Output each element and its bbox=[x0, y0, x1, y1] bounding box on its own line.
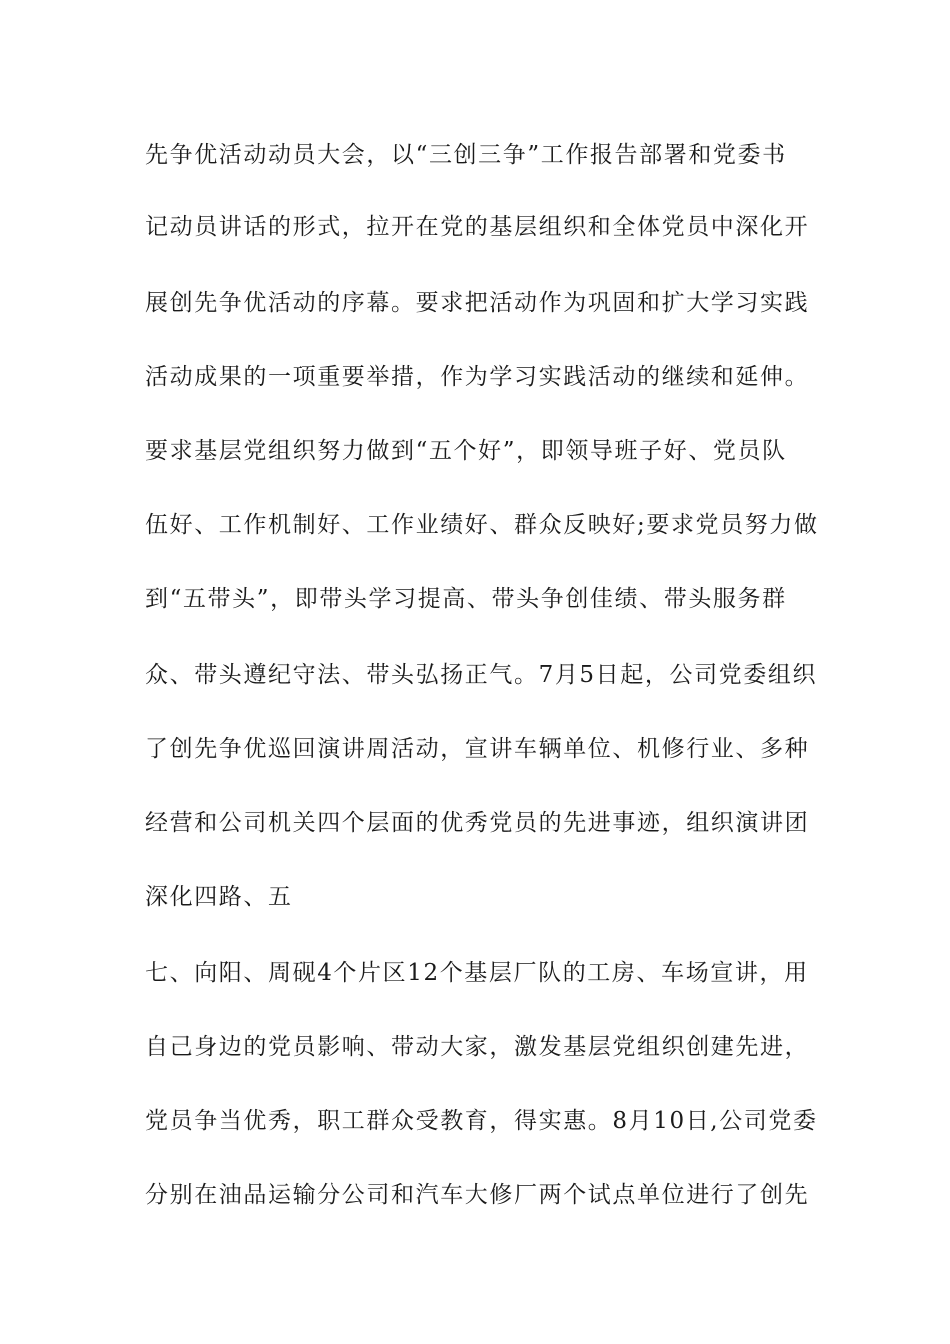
body-text-line: 党员争当优秀，职工群众受教育，得实惠。8月10日,公司党委 bbox=[145, 1108, 818, 1134]
body-text-line: 展创先争优活动的序幕。要求把活动作为巩固和扩大学习实践 bbox=[145, 290, 810, 316]
body-text-line: 自己身边的党员影响、带动大家，激发基层党组织创建先进， bbox=[145, 1034, 810, 1060]
body-text-line: 七、向阳、周砚4个片区12个基层厂队的工房、车场宣讲，用 bbox=[145, 960, 809, 986]
body-text-line: 经营和公司机关四个层面的优秀党员的先进事迹，组织演讲团 bbox=[145, 810, 810, 836]
body-text-line: 到“五带头”，即带头学习提高、带头争创佳绩、带头服务群 bbox=[145, 586, 787, 612]
body-text-line: 活动成果的一项重要举措，作为学习实践活动的继续和延伸。 bbox=[145, 364, 810, 390]
body-text-line: 要求基层党组织努力做到“五个好”，即领导班子好、党员队 bbox=[145, 438, 787, 464]
body-text-line: 了创先争优巡回演讲周活动，宣讲车辆单位、机修行业、多种 bbox=[145, 736, 810, 762]
body-text-line: 深化四路、五 bbox=[145, 884, 293, 910]
body-text-line: 先争优活动动员大会，以“三创三争”工作报告部署和党委书 bbox=[145, 142, 787, 168]
body-text-line: 众、带头遵纪守法、带头弘扬正气。7月5日起，公司党委组织 bbox=[145, 662, 818, 688]
body-text-line: 记动员讲话的形式，拉开在党的基层组织和全体党员中深化开 bbox=[145, 214, 810, 240]
body-text-line: 伍好、工作机制好、工作业绩好、群众反映好;要求党员努力做 bbox=[145, 512, 819, 538]
body-text-line: 分别在油品运输分公司和汽车大修厂两个试点单位进行了创先 bbox=[145, 1182, 810, 1208]
